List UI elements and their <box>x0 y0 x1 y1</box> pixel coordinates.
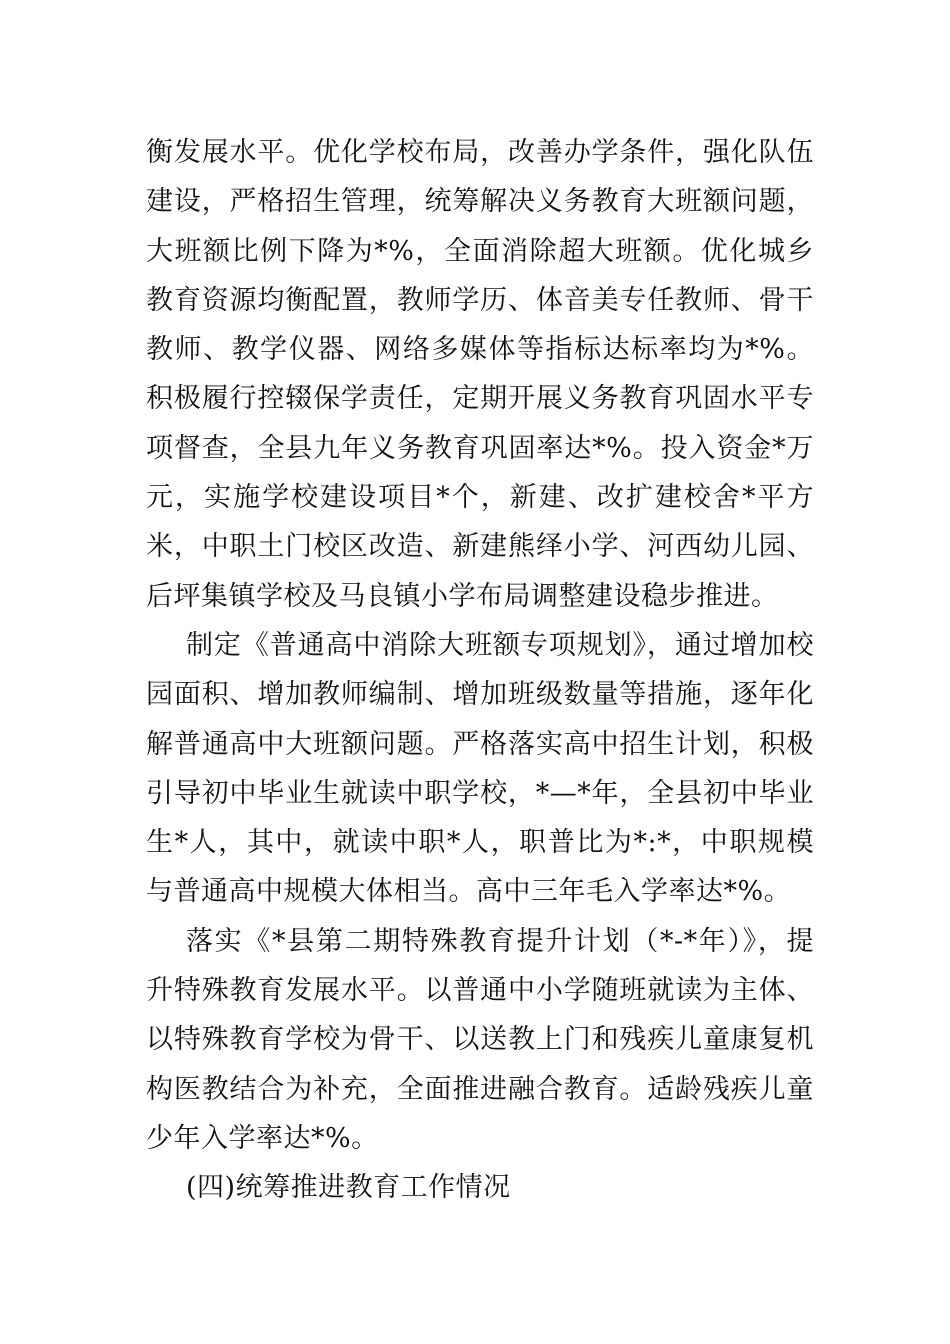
paragraph-special-education: 落实《*县第二期特殊教育提升计划（*-*年）》，提升特殊教育发展水平。以普通中小学随班就读为主体、以特殊教育学校为骨干、以送教上门和残疾儿童康复机构医教结合为补充，全面推进融合教育。适龄残疾儿童少年入学率达*%。 <box>146 925 814 1154</box>
section-heading: (四)统筹推进教育工作情况 <box>186 1172 511 1204</box>
document-body <box>146 128 814 1213</box>
paragraph-continuation: 衡发展水平。优化学校布局，改善办学条件，强化队伍建设，严格招生管理，统筹解决义务教育大班额问题，大班额比例下降为*%，全面消除超大班额。优化城乡教育资源均衡配置，教师学历、体音美专任教师、骨干教师、教学仪器、网络多媒体等指标达标率均为*%。积极履行控辍保学责任，定期开展义务教育巩固水平专项督查，全县九年义务教育巩固率达*%。投入资金*万元，实施学校建设项目*个，新建、改扩建校舍*平方米，中职土门校区改造、新建熊绎小学、河西幼儿园、后坪集镇学校及马良镇小学布局调整建设稳步推进。 <box>146 137 814 612</box>
paragraph-high-school: 制定《普通高中消除大班额专项规划》，通过增加校园面积、增加教师编制、增加班级数量等措施，逐年化解普通高中大班额问题。严格落实高中招生计划，积极引导初中毕业生就读中职学校，*—*年，全县初中毕业生*人，其中，就读中职*人，职普比为*:*，中职规模与普通高中规模大体相当。高中三年毛入学率达*%。 <box>146 629 814 908</box>
